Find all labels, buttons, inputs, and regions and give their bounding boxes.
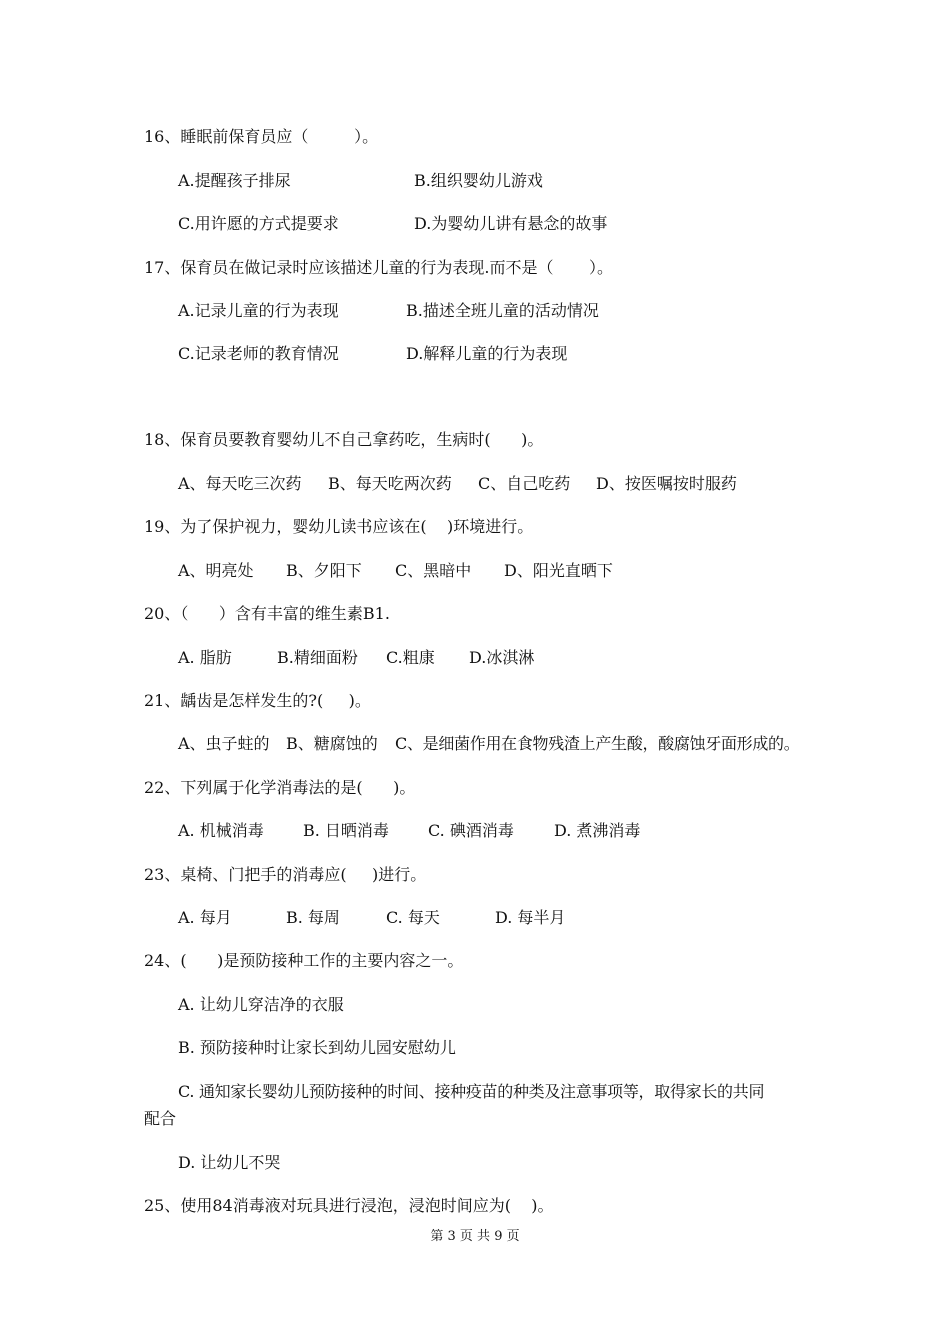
question-24-stem: 24、( )是预防接种工作的主要内容之一。 bbox=[144, 951, 464, 970]
option: A. 每月 bbox=[178, 908, 232, 927]
option: B、夕阳下 bbox=[286, 561, 362, 580]
option: D. 每半月 bbox=[495, 908, 566, 927]
option: C、是细菌作用在食物残渣上产生酸，酸腐蚀牙面形成的。 bbox=[395, 734, 800, 753]
option: B.组织婴幼儿游戏 bbox=[414, 171, 543, 190]
option: B、糖腐蚀的 bbox=[286, 734, 378, 753]
option: D.冰淇淋 bbox=[469, 648, 535, 667]
question-23-stem: 23、桌椅、门把手的消毒应( )进行。 bbox=[144, 865, 427, 884]
question-18-stem: 18、保育员要教育婴幼儿不自己拿药吃，生病时( )。 bbox=[144, 430, 544, 449]
option: B. 日晒消毒 bbox=[303, 821, 389, 840]
option: B、每天吃两次药 bbox=[328, 474, 452, 493]
option: C.用许愿的方式提要求 bbox=[178, 214, 339, 233]
option: C. 通知家长婴幼儿预防接种的时间、接种疫苗的种类及注意事项等，取得家长的共同 bbox=[178, 1082, 765, 1101]
question-25-stem: 25、使用84消毒液对玩具进行浸泡，浸泡时间应为( )。 bbox=[144, 1196, 554, 1215]
option: D.为婴幼儿讲有悬念的故事 bbox=[414, 214, 608, 233]
option: D.解释儿童的行为表现 bbox=[406, 344, 568, 363]
option: A. 让幼儿穿洁净的衣服 bbox=[178, 995, 344, 1014]
question-19-stem: 19、为了保护视力，婴幼儿读书应该在( )环境进行。 bbox=[144, 517, 534, 536]
question-16-stem: 16、睡眠前保育员应（ ）。 bbox=[144, 127, 379, 146]
option: D. 让幼儿不哭 bbox=[178, 1153, 281, 1172]
option: A、每天吃三次药 bbox=[178, 474, 302, 493]
option: B. 每周 bbox=[286, 908, 340, 927]
option: C.粗康 bbox=[386, 648, 435, 667]
option: C、自己吃药 bbox=[478, 474, 571, 493]
option: D. 煮沸消毒 bbox=[554, 821, 641, 840]
option: A、明亮处 bbox=[178, 561, 254, 580]
option: B. 预防接种时让家长到幼儿园安慰幼儿 bbox=[178, 1038, 456, 1057]
option: D、按医嘱按时服药 bbox=[596, 474, 737, 493]
option: C.记录老师的教育情况 bbox=[178, 344, 339, 363]
question-21-stem: 21、龋齿是怎样发生的?( )。 bbox=[144, 691, 371, 710]
option: A、虫子蛀的 bbox=[178, 734, 270, 753]
option: C、黑暗中 bbox=[395, 561, 472, 580]
option: A. 机械消毒 bbox=[178, 821, 264, 840]
option: B.描述全班儿童的活动情况 bbox=[406, 301, 599, 320]
option: A. 脂肪 bbox=[178, 648, 232, 667]
option: C. 碘酒消毒 bbox=[428, 821, 514, 840]
question-20-stem: 20、（ ）含有丰富的维生素B1. bbox=[144, 604, 390, 623]
option: A.记录儿童的行为表现 bbox=[178, 301, 339, 320]
option: A.提醒孩子排尿 bbox=[178, 171, 291, 190]
page-footer: 第 3 页 共 9 页 bbox=[430, 1229, 520, 1244]
question-22-stem: 22、下列属于化学消毒法的是( )。 bbox=[144, 778, 416, 797]
option: C. 每天 bbox=[386, 908, 440, 927]
question-17-stem: 17、保育员在做记录时应该描述儿童的行为表现.而不是（ ）。 bbox=[144, 258, 614, 277]
option: B.精细面粉 bbox=[277, 648, 358, 667]
option-continuation: 配合 bbox=[144, 1109, 177, 1128]
option: D、阳光直晒下 bbox=[504, 561, 613, 580]
